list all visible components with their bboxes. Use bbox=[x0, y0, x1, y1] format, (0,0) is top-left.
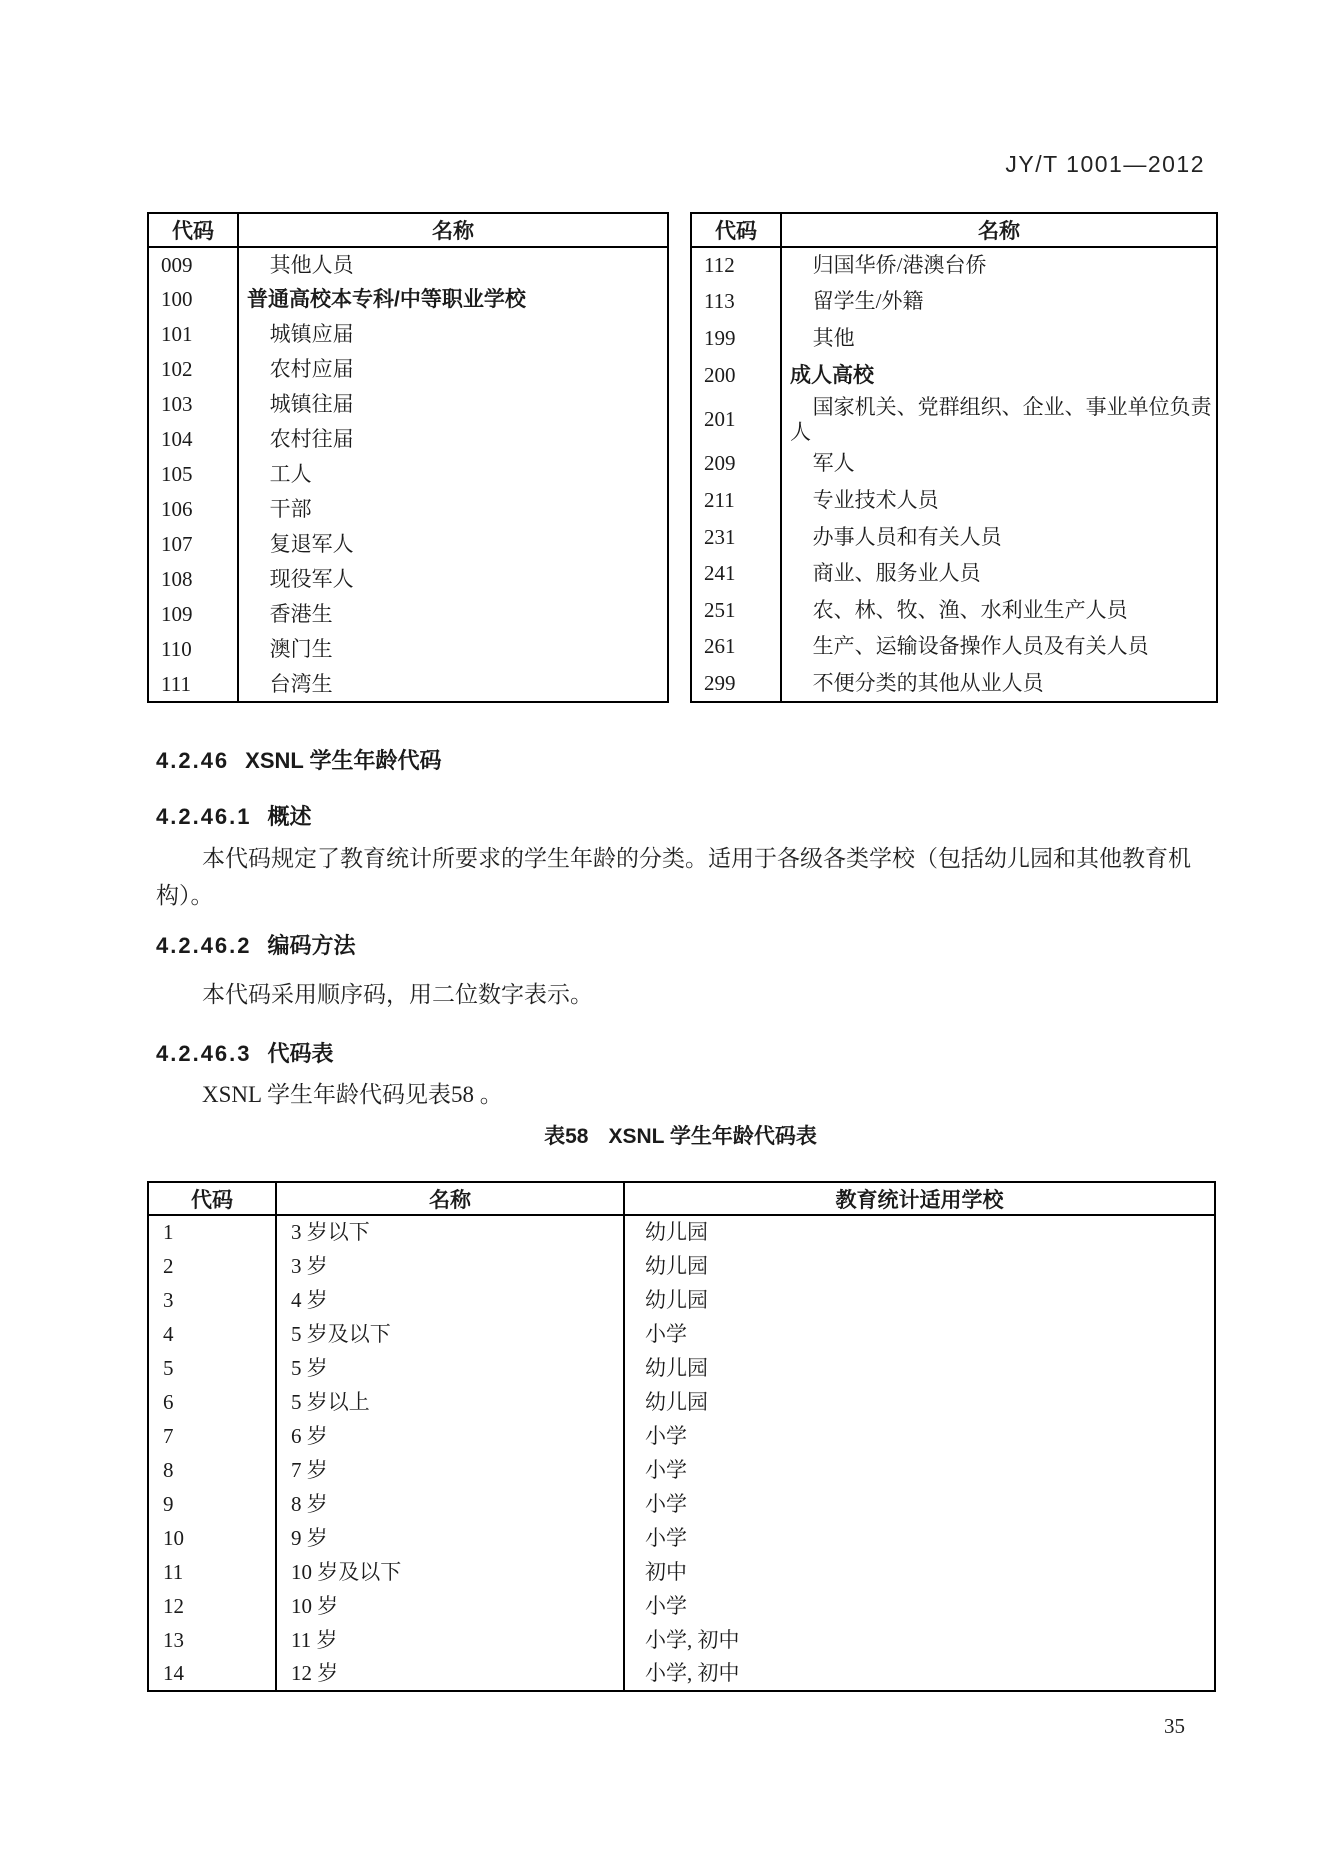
table-row bbox=[148, 527, 668, 562]
code-cell: 11 bbox=[148, 1555, 276, 1589]
code-cell: 231 bbox=[691, 519, 781, 556]
code-cell: 8 bbox=[148, 1453, 276, 1487]
code-cell: 200 bbox=[691, 357, 781, 394]
code-cell: 10 bbox=[148, 1521, 276, 1555]
code-cell: 110 bbox=[148, 632, 238, 667]
name-cell: 复退军人 bbox=[269, 532, 354, 556]
name-cell: 城镇往届 bbox=[269, 392, 354, 416]
code-cell: 241 bbox=[691, 555, 781, 592]
school-cell: 幼儿园 bbox=[645, 1220, 708, 1244]
table-row bbox=[691, 519, 1217, 556]
table-row bbox=[148, 1589, 1215, 1623]
table58 bbox=[147, 1181, 1216, 1692]
code-cell: 209 bbox=[691, 446, 781, 483]
table-row bbox=[691, 592, 1217, 629]
school-cell: 小学 bbox=[645, 1457, 687, 1482]
name-cell: 12 岁 bbox=[276, 1657, 624, 1691]
school-cell: 小学 bbox=[645, 1593, 687, 1618]
section-heading-overview bbox=[156, 800, 312, 831]
table-row bbox=[148, 317, 668, 352]
code-cell: 2 bbox=[148, 1249, 276, 1283]
name-cell: 农村应届 bbox=[269, 357, 354, 381]
table-row bbox=[148, 1487, 1215, 1521]
code-cell: 108 bbox=[148, 562, 238, 597]
page-number: 35 bbox=[1164, 1714, 1185, 1738]
name-cell: 其他 bbox=[812, 325, 855, 350]
school-cell: 小学 bbox=[645, 1321, 687, 1346]
school-cell: 幼儿园 bbox=[645, 1253, 708, 1278]
name-cell: 7 岁 bbox=[276, 1453, 624, 1487]
name-cell: 香港生 bbox=[269, 602, 333, 626]
name-cell: 5 岁以上 bbox=[276, 1385, 624, 1419]
section-heading-coding-method bbox=[156, 929, 356, 960]
name-cell: 办事人员和有关人员 bbox=[812, 524, 1002, 549]
table-row bbox=[691, 393, 1217, 445]
table-row bbox=[691, 482, 1217, 519]
name-cell: 生产、运输设备操作人员及有关人员 bbox=[812, 634, 1149, 659]
left-code-table-header bbox=[148, 213, 668, 247]
school-cell: 幼儿园 bbox=[645, 1287, 708, 1312]
paragraph-coding-method: 本代码采用顺序码，用二位数字表示。 bbox=[202, 982, 593, 1007]
code-cell: 6 bbox=[148, 1385, 276, 1419]
name-cell: 商业、服务业人员 bbox=[812, 561, 981, 586]
name-cell: 5 岁及以下 bbox=[276, 1317, 624, 1351]
table-row bbox=[148, 352, 668, 387]
code-cell: 105 bbox=[148, 457, 238, 492]
code-cell: 251 bbox=[691, 592, 781, 629]
section-number: 4.2.46.2 bbox=[156, 933, 252, 958]
table-row bbox=[148, 562, 668, 597]
table-row bbox=[691, 357, 1217, 394]
table58-caption-title: XSNL 学生年龄代码表 bbox=[608, 1125, 817, 1148]
table-row bbox=[148, 1249, 1215, 1283]
name-cell: 成人高校 bbox=[790, 363, 874, 387]
name-cell: 归国华侨/港澳台侨 bbox=[812, 253, 987, 278]
name-cell: 干部 bbox=[269, 497, 312, 521]
name-cell: 其他人员 bbox=[269, 252, 354, 277]
section-number: 4.2.46.3 bbox=[156, 1041, 252, 1066]
section-heading-code-table bbox=[156, 1037, 334, 1068]
name-cell: 城镇应届 bbox=[269, 322, 354, 346]
table-row bbox=[148, 1215, 1215, 1249]
school-column-header: 教育统计适用学校 bbox=[624, 1182, 1215, 1215]
table-row bbox=[148, 1419, 1215, 1453]
table-row bbox=[691, 446, 1217, 483]
code-cell: 14 bbox=[148, 1657, 276, 1691]
name-cell: 3 岁 bbox=[276, 1249, 624, 1283]
name-cell: 8 岁 bbox=[276, 1487, 624, 1521]
code-cell: 211 bbox=[691, 482, 781, 519]
code-column-header: 代码 bbox=[148, 213, 238, 247]
right-code-table bbox=[690, 212, 1218, 703]
code-cell: 106 bbox=[148, 492, 238, 527]
name-cell: 农、林、牧、渔、水利业生产人员 bbox=[812, 597, 1128, 622]
table-row bbox=[148, 1453, 1215, 1487]
name-cell: 4 岁 bbox=[276, 1283, 624, 1317]
table-row bbox=[691, 247, 1217, 284]
table-row bbox=[148, 422, 668, 457]
table-row bbox=[148, 1351, 1215, 1385]
table-row bbox=[148, 492, 668, 527]
paragraph-see-table58: XSNL 学生年龄代码见表58 。 bbox=[202, 1082, 503, 1107]
code-cell: 103 bbox=[148, 387, 238, 422]
name-cell: 台湾生 bbox=[269, 671, 333, 696]
school-cell: 小学, 初中 bbox=[645, 1627, 740, 1652]
section-title: 概述 bbox=[267, 804, 312, 829]
school-cell: 小学 bbox=[645, 1423, 687, 1448]
table-row bbox=[148, 1385, 1215, 1419]
name-column-header: 名称 bbox=[276, 1182, 624, 1215]
table-row bbox=[691, 629, 1217, 666]
name-cell: 6 岁 bbox=[276, 1419, 624, 1453]
table-row bbox=[691, 665, 1217, 702]
code-cell: 112 bbox=[691, 247, 781, 284]
name-cell: 专业技术人员 bbox=[812, 488, 939, 513]
table-row bbox=[148, 282, 668, 317]
section-number: 4.2.46 bbox=[156, 748, 230, 773]
name-cell: 10 岁及以下 bbox=[276, 1555, 624, 1589]
table-row bbox=[148, 1283, 1215, 1317]
standard-number-header: JY/T 1001—2012 bbox=[1005, 151, 1205, 177]
table-row bbox=[148, 1555, 1215, 1589]
name-cell: 普通高校本专科/中等职业学校 bbox=[247, 288, 526, 311]
name-cell: 澳门生 bbox=[269, 637, 333, 661]
code-cell: 4 bbox=[148, 1317, 276, 1351]
table-row bbox=[691, 320, 1217, 357]
code-cell: 111 bbox=[148, 667, 238, 702]
table-row bbox=[148, 1623, 1215, 1657]
top-code-tables bbox=[147, 212, 1218, 703]
code-column-header: 代码 bbox=[148, 1182, 276, 1215]
code-cell: 009 bbox=[148, 247, 238, 282]
name-cell: 不便分类的其他从业人员 bbox=[812, 670, 1044, 695]
name-cell: 农村往届 bbox=[269, 427, 354, 451]
code-cell: 1 bbox=[148, 1215, 276, 1249]
table58-caption bbox=[147, 1120, 1214, 1150]
code-cell: 109 bbox=[148, 597, 238, 632]
name-cell: 留学生/外籍 bbox=[812, 289, 924, 314]
table-row bbox=[148, 247, 668, 282]
school-cell: 小学 bbox=[645, 1491, 687, 1516]
code-cell: 13 bbox=[148, 1623, 276, 1657]
name-cell: 现役军人 bbox=[269, 567, 354, 591]
name-column-header: 名称 bbox=[781, 213, 1217, 247]
code-cell: 102 bbox=[148, 352, 238, 387]
code-cell: 12 bbox=[148, 1589, 276, 1623]
name-cell: 11 岁 bbox=[276, 1623, 624, 1657]
right-code-table-header bbox=[691, 213, 1217, 247]
code-cell: 113 bbox=[691, 284, 781, 321]
table58-caption-label: 表58 bbox=[544, 1125, 589, 1148]
code-cell: 5 bbox=[148, 1351, 276, 1385]
code-cell: 3 bbox=[148, 1283, 276, 1317]
code-cell: 299 bbox=[691, 665, 781, 702]
table-row bbox=[148, 667, 668, 702]
table-row bbox=[691, 555, 1217, 592]
table-row bbox=[148, 1521, 1215, 1555]
name-cell: 国家机关、党群组织、企业、事业单位负责人 bbox=[790, 394, 1212, 444]
table58-header bbox=[148, 1182, 1215, 1215]
school-cell: 幼儿园 bbox=[645, 1355, 708, 1380]
table-row bbox=[148, 387, 668, 422]
paragraph-overview: 本代码规定了教育统计所要求的学生年龄的分类。适用于各级各类学校（包括幼儿园和其他教育机构）。 bbox=[156, 846, 1191, 908]
section-title: 编码方法 bbox=[267, 933, 356, 958]
section-title: XSNL 学生年龄代码 bbox=[245, 748, 442, 773]
table-row bbox=[148, 597, 668, 632]
table-row bbox=[148, 632, 668, 667]
school-cell: 幼儿园 bbox=[645, 1389, 708, 1414]
school-cell: 初中 bbox=[645, 1559, 687, 1584]
name-cell: 军人 bbox=[812, 451, 855, 476]
name-cell: 10 岁 bbox=[276, 1589, 624, 1623]
name-cell: 3 岁以下 bbox=[276, 1215, 624, 1249]
code-cell: 107 bbox=[148, 527, 238, 562]
section-number: 4.2.46.1 bbox=[156, 804, 252, 829]
code-cell: 201 bbox=[691, 393, 781, 445]
code-cell: 261 bbox=[691, 629, 781, 666]
section-heading-xsnl bbox=[156, 744, 442, 775]
code-cell: 104 bbox=[148, 422, 238, 457]
name-cell: 5 岁 bbox=[276, 1351, 624, 1385]
table-row bbox=[148, 1317, 1215, 1351]
code-cell: 101 bbox=[148, 317, 238, 352]
name-cell: 9 岁 bbox=[276, 1521, 624, 1555]
code-cell: 9 bbox=[148, 1487, 276, 1521]
code-cell: 7 bbox=[148, 1419, 276, 1453]
table58-container bbox=[147, 1181, 1216, 1692]
table-row bbox=[691, 284, 1217, 321]
school-cell: 小学 bbox=[645, 1525, 687, 1550]
code-cell: 100 bbox=[148, 282, 238, 317]
school-cell: 小学, 初中 bbox=[645, 1661, 740, 1685]
code-cell: 199 bbox=[691, 320, 781, 357]
name-cell: 工人 bbox=[269, 462, 312, 486]
table-row bbox=[148, 1657, 1215, 1691]
code-column-header: 代码 bbox=[691, 213, 781, 247]
table-row bbox=[148, 457, 668, 492]
section-title: 代码表 bbox=[267, 1041, 334, 1066]
left-code-table bbox=[147, 212, 669, 703]
name-column-header: 名称 bbox=[238, 213, 668, 247]
